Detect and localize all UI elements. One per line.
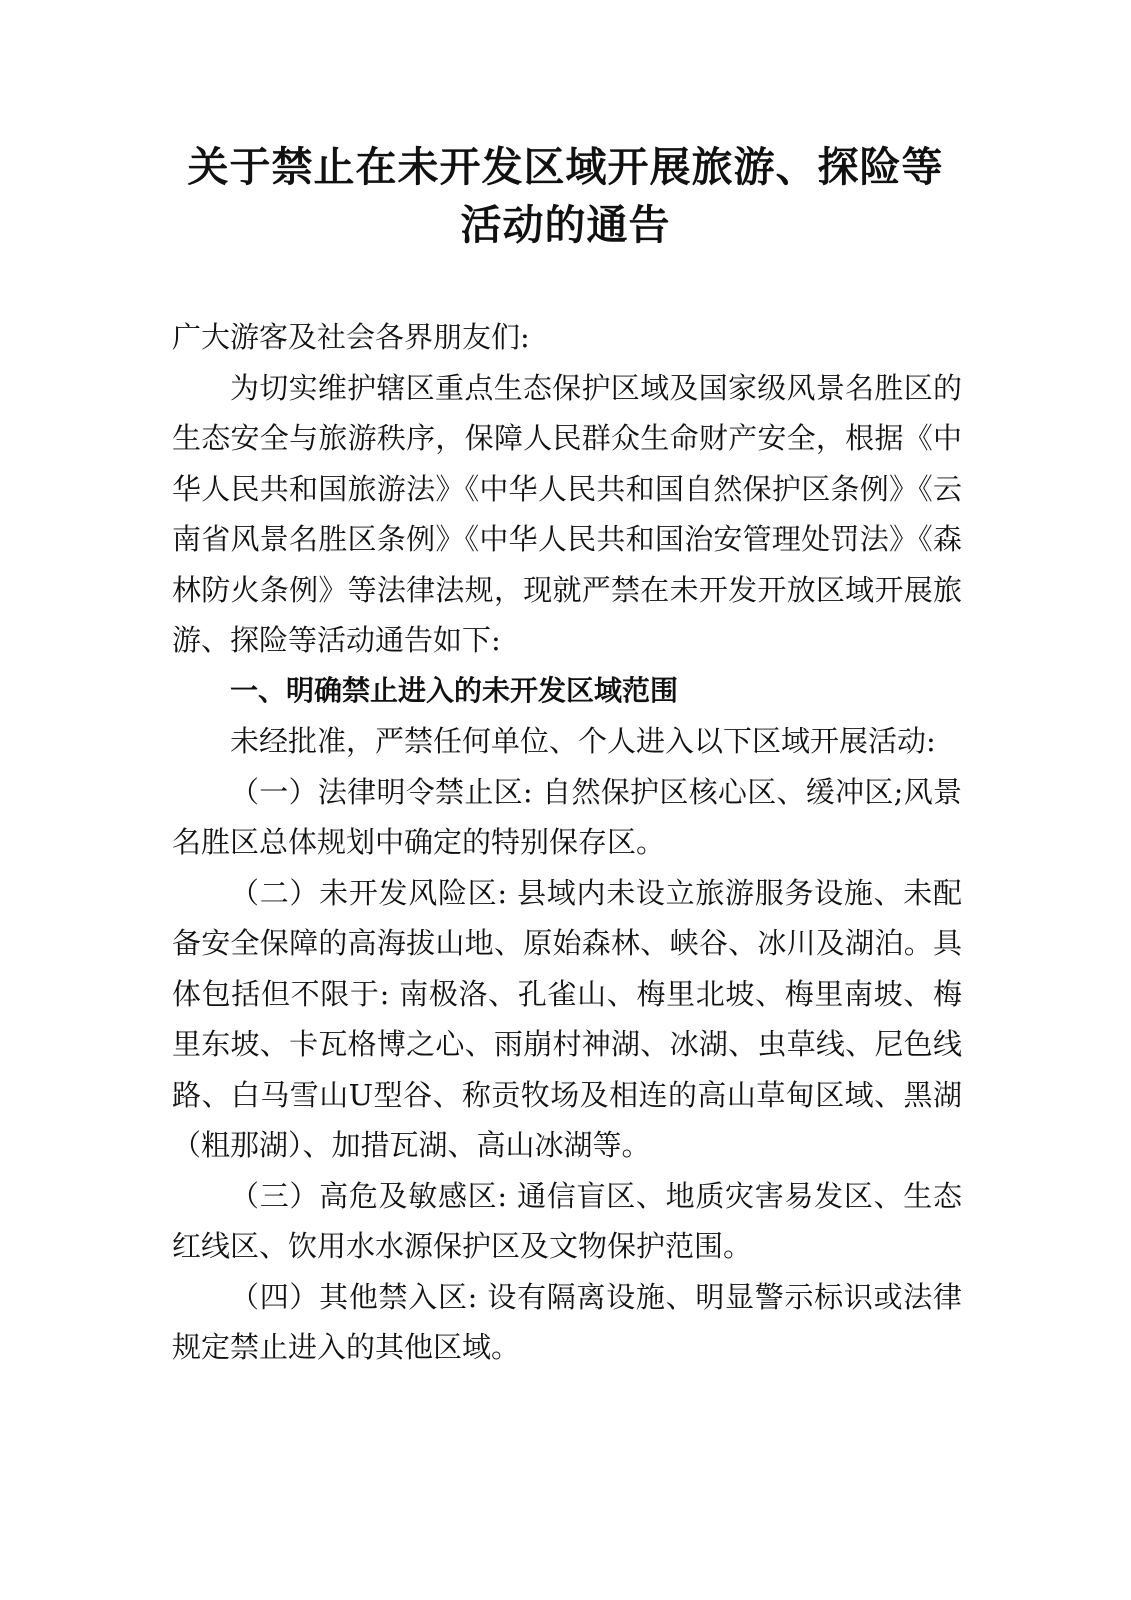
section-1-lead: 未经批准，严禁任何单位、个人进入以下区域开展活动: (230, 724, 936, 758)
item-2-paragraph: （二）未开发风险区: 县域内未设立旅游服务设施、未配备安全保障的高海拔山地、原始森林、峡谷、冰川及湖泊。具体包括但不限于: 南极洛、孔雀山、梅里北坡、梅里南坡、梅里东坡、卡瓦格博之心、雨崩村神湖、冰湖、虫草线、尼色线路、白马雪山U型谷、称贡牧场及相连的高山草甸区域、黑湖（粗那湖）、加措瓦湖、高山冰湖等。 (172, 875, 962, 1162)
intro-paragraph: 为切实维护辖区重点生态保护区域及国家级风景名胜区的生态安全与旅游秩序，保障人民群众生命财产安全，根据《中华人民共和国旅游法》《中华人民共和国自然保护区条例》《云南省风景名胜区条例》《中华人民共和国治安管理处罚法》《森林防火条例》等法律法规，现就严禁在未开发开放区域开展旅游、探险等活动通告如下: (172, 370, 962, 657)
salutation: 广大游客及社会各界朋友们: (172, 320, 530, 354)
item-1-paragraph: （一）法律明令禁止区: 自然保护区核心区、缓冲区;风景名胜区总体规划中确定的特别保存区。 (172, 774, 962, 859)
title-line-2: 活动的通告 (460, 201, 671, 249)
item-4-paragraph: （四）其他禁入区: 设有隔离设施、明显警示标识或法律规定禁止进入的其他区域。 (172, 1279, 962, 1364)
section-1-heading: 一、明确禁止进入的未开发区域范围 (230, 673, 679, 707)
item-3-paragraph: （三）高危及敏感区: 通信盲区、地质灾害易发区、生态红线区、饮用水水源保护区及文物保护范围。 (172, 1178, 962, 1263)
document-body (172, 312, 962, 1373)
document-title (150, 138, 981, 254)
title-line-1: 关于禁止在未开发区域开展旅游、探险等 (187, 143, 944, 191)
